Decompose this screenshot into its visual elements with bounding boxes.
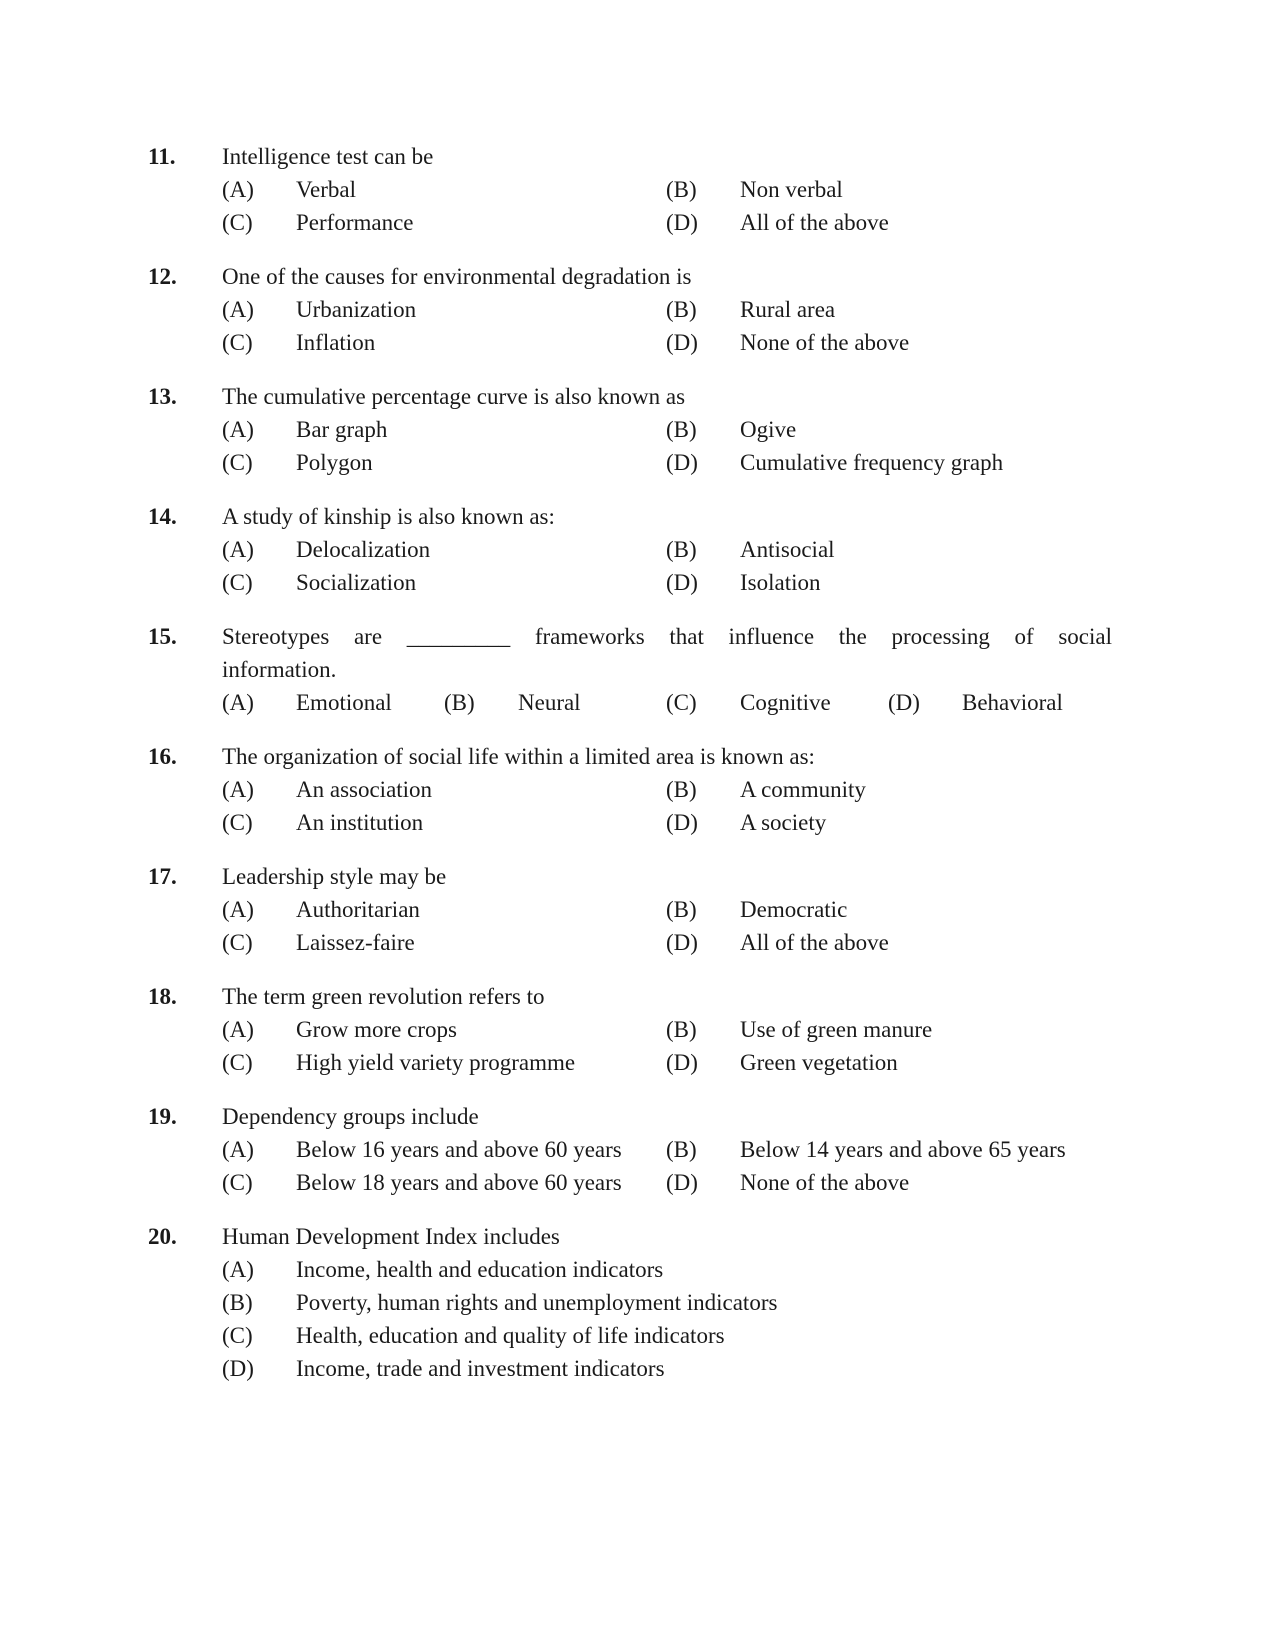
- question-number: 18.: [148, 984, 177, 1009]
- option-text: Below 18 years and above 60 years: [296, 1170, 622, 1195]
- option-text: Cumulative frequency graph: [740, 450, 1004, 475]
- option-text: Non verbal: [740, 177, 843, 202]
- option-text: Behavioral: [962, 690, 1063, 715]
- option-letter: (B): [444, 690, 475, 715]
- option-letter: (D): [222, 1356, 254, 1381]
- option-letter: (B): [666, 1137, 697, 1162]
- option-letter: (B): [222, 1290, 253, 1315]
- option-letter: (B): [666, 897, 697, 922]
- option-letter: (A): [222, 897, 254, 922]
- option-text: Authoritarian: [296, 897, 420, 922]
- option-letter: (D): [666, 210, 698, 235]
- question-stem: A study of kinship is also known as:: [222, 504, 555, 529]
- option-letter: (C): [222, 1050, 253, 1075]
- option-text: Ogive: [740, 417, 797, 442]
- option-letter: (B): [666, 1017, 697, 1042]
- option-text: Health, education and quality of life indicators: [296, 1323, 725, 1348]
- option-letter: (A): [222, 1017, 254, 1042]
- option-text: All of the above: [740, 210, 889, 235]
- option-letter: (D): [666, 930, 698, 955]
- question-number: 13.: [148, 384, 177, 409]
- question-stem: Human Development Index includes: [222, 1224, 560, 1249]
- option-text: Green vegetation: [740, 1050, 898, 1075]
- option-letter: (B): [666, 297, 697, 322]
- question-stem: The cumulative percentage curve is also known as: [222, 384, 686, 409]
- option-text: Grow more crops: [296, 1017, 457, 1042]
- option-text: A society: [740, 810, 827, 835]
- option-text: Inflation: [296, 330, 376, 355]
- option-letter: (A): [222, 177, 254, 202]
- question-number: 15.: [148, 624, 177, 649]
- option-letter: (C): [222, 450, 253, 475]
- option-letter: (D): [666, 570, 698, 595]
- option-text: Performance: [296, 210, 414, 235]
- option-text: Poverty, human rights and unemployment indicators: [296, 1290, 778, 1315]
- option-letter: (C): [222, 1170, 253, 1195]
- question-stem: One of the causes for environmental degradation is: [222, 264, 692, 289]
- option-letter: (A): [222, 537, 254, 562]
- option-letter: (C): [666, 690, 697, 715]
- question-stem: Leadership style may be: [222, 864, 447, 889]
- option-text: High yield variety programme: [296, 1050, 576, 1075]
- question-number: 12.: [148, 264, 177, 289]
- option-text: Polygon: [296, 450, 373, 475]
- option-text: Rural area: [740, 297, 836, 322]
- option-text: An association: [296, 777, 433, 802]
- option-text: None of the above: [740, 1170, 910, 1195]
- option-text: Democratic: [740, 897, 848, 922]
- option-letter: (A): [222, 417, 254, 442]
- question-number: 11.: [148, 144, 176, 169]
- question-stem: Dependency groups include: [222, 1104, 479, 1129]
- option-letter: (A): [222, 297, 254, 322]
- option-text: Antisocial: [740, 537, 835, 562]
- question-number: 16.: [148, 744, 177, 769]
- question-number: 19.: [148, 1104, 177, 1129]
- question-number: 14.: [148, 504, 177, 529]
- option-text: Neural: [518, 690, 581, 715]
- option-text: An institution: [296, 810, 424, 835]
- option-letter: (D): [666, 330, 698, 355]
- option-letter: (D): [666, 1050, 698, 1075]
- option-text: Laissez-faire: [296, 930, 415, 955]
- option-letter: (A): [222, 1257, 254, 1282]
- option-text: Urbanization: [296, 297, 417, 322]
- option-letter: (D): [666, 810, 698, 835]
- option-letter: (A): [222, 1137, 254, 1162]
- option-text: Cognitive: [740, 690, 831, 715]
- question-number: 17.: [148, 864, 177, 889]
- question-stem: Intelligence test can be: [222, 144, 434, 169]
- question-stem: The term green revolution refers to: [222, 984, 545, 1009]
- question-stem-line-2: information.: [222, 657, 337, 682]
- option-letter: (C): [222, 930, 253, 955]
- option-text: Socialization: [296, 570, 417, 595]
- option-letter: (B): [666, 777, 697, 802]
- question-stem-line-1: Stereotypes are _________ frameworks that influence the processing of social: [222, 624, 1112, 649]
- option-letter: (D): [666, 1170, 698, 1195]
- option-text: Bar graph: [296, 417, 388, 442]
- option-letter: (D): [666, 450, 698, 475]
- option-letter: (B): [666, 537, 697, 562]
- option-letter: (C): [222, 330, 253, 355]
- option-letter: (C): [222, 570, 253, 595]
- option-letter: (D): [888, 690, 920, 715]
- option-text: Verbal: [296, 177, 357, 202]
- option-text: Below 16 years and above 60 years: [296, 1137, 622, 1162]
- option-text: Delocalization: [296, 537, 431, 562]
- option-letter: (A): [222, 777, 254, 802]
- option-text: None of the above: [740, 330, 910, 355]
- option-text: All of the above: [740, 930, 889, 955]
- question-stem: The organization of social life within a limited area is known as:: [222, 744, 815, 769]
- option-text: Isolation: [740, 570, 821, 595]
- option-text: A community: [740, 777, 866, 802]
- option-letter: (C): [222, 810, 253, 835]
- option-letter: (B): [666, 177, 697, 202]
- option-text: Income, trade and investment indicators: [296, 1356, 665, 1381]
- option-letter: (A): [222, 690, 254, 715]
- question-number: 20.: [148, 1224, 177, 1249]
- option-text: Income, health and education indicators: [296, 1257, 664, 1282]
- option-letter: (B): [666, 417, 697, 442]
- option-letter: (C): [222, 210, 253, 235]
- option-text: Emotional: [296, 690, 392, 715]
- option-text: Below 14 years and above 65 years: [740, 1137, 1066, 1162]
- option-text: Use of green manure: [740, 1017, 933, 1042]
- option-letter: (C): [222, 1323, 253, 1348]
